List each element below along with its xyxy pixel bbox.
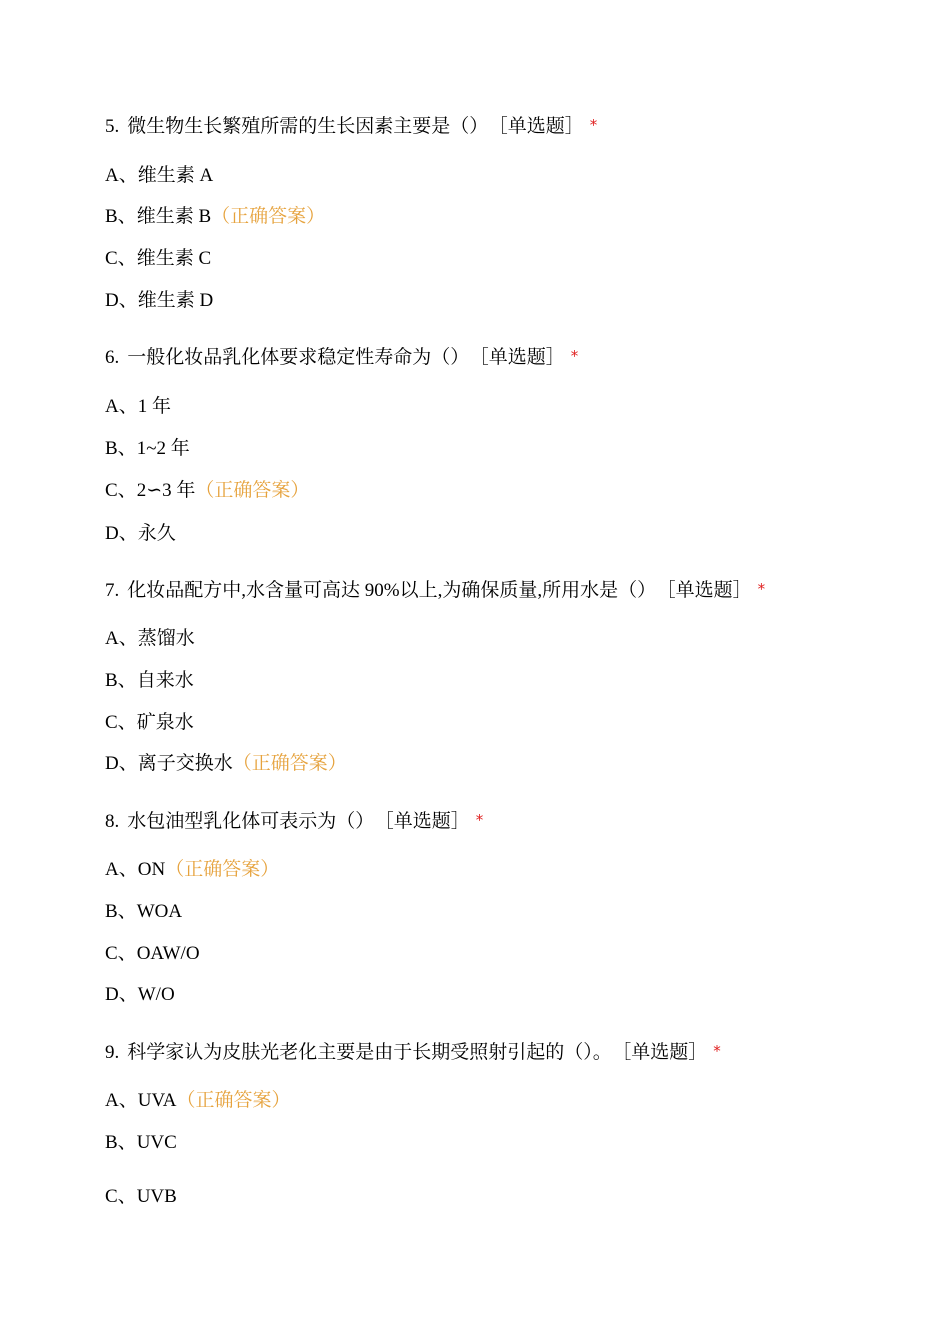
option-a[interactable] (105, 1089, 290, 1113)
correct-answer-mark: （正确答案） (195, 480, 310, 501)
option-b[interactable] (105, 1131, 177, 1155)
correct-answer-mark: （正确答案） (165, 859, 280, 880)
option-b[interactable] (105, 205, 325, 229)
option-text: WOA (136, 901, 183, 922)
option-text: 1 年 (137, 396, 171, 417)
option-text: 维生素 A (137, 165, 214, 186)
question-text: 微生物生长繁殖所需的生长因素主要是（） (127, 116, 489, 137)
option-prefix: B、 (105, 206, 137, 227)
option-prefix: B、 (105, 901, 137, 922)
option-prefix: C、 (105, 712, 137, 733)
option-c[interactable] (105, 479, 309, 503)
option-prefix: A、 (105, 859, 138, 880)
correct-answer-mark: （正确答案） (176, 1090, 291, 1111)
option-prefix: B、 (105, 1132, 137, 1153)
question-8-title (105, 810, 483, 834)
required-marker: * (757, 580, 766, 598)
option-prefix: C、 (105, 943, 137, 964)
option-d[interactable] (105, 522, 176, 546)
option-b[interactable] (105, 437, 190, 461)
option-c[interactable] (105, 1185, 177, 1209)
option-a[interactable] (105, 395, 171, 419)
question-number: 9. (105, 1042, 120, 1063)
question-5-title (105, 115, 597, 139)
question-number: 8. (105, 811, 120, 832)
question-number: 5. (105, 116, 120, 137)
option-text: 2∽3 年 (136, 480, 196, 501)
option-d[interactable] (105, 289, 213, 313)
option-prefix: A、 (105, 1090, 138, 1111)
question-type: ［单选题］ (479, 347, 565, 368)
option-prefix: A、 (105, 396, 138, 417)
option-prefix: A、 (105, 628, 138, 649)
question-text: 化妆品配方中,水含量可高达 90%以上,为确保质量,所用水是（） (127, 580, 657, 601)
option-prefix: C、 (105, 1186, 137, 1207)
option-text: 永久 (137, 523, 176, 544)
option-prefix: D、 (105, 290, 138, 311)
option-c[interactable] (105, 247, 211, 271)
question-9-title (105, 1041, 721, 1065)
option-d[interactable] (105, 983, 175, 1007)
option-prefix: A、 (105, 165, 138, 186)
required-marker: * (589, 116, 598, 134)
option-prefix: D、 (105, 523, 138, 544)
question-type: ［单选题］ (498, 116, 584, 137)
question-type: ［单选题］ (384, 811, 470, 832)
option-b[interactable] (105, 669, 194, 693)
option-prefix: D、 (105, 753, 138, 774)
option-c[interactable] (105, 942, 200, 966)
question-text: 一般化妆品乳化体要求稳定性寿命为（） (127, 347, 470, 368)
question-number: 7. (105, 580, 120, 601)
option-text: UVA (137, 1090, 177, 1111)
required-marker: * (475, 811, 484, 829)
question-number: 6. (105, 347, 120, 368)
correct-answer-mark: （正确答案） (232, 753, 347, 774)
option-prefix: C、 (105, 480, 137, 501)
question-7-title (105, 579, 765, 603)
option-prefix: B、 (105, 670, 137, 691)
question-text: 科学家认为皮肤光老化主要是由于长期受照射引起的（）。 (127, 1042, 612, 1063)
option-text: UVC (136, 1132, 177, 1153)
option-a[interactable] (105, 858, 279, 882)
option-text: W/O (137, 984, 175, 1005)
question-type: ［单选题］ (666, 580, 752, 601)
option-text: 维生素 D (137, 290, 214, 311)
option-a[interactable] (105, 164, 213, 188)
question-text: 水包油型乳化体可表示为（） (127, 811, 375, 832)
option-text: ON (137, 859, 166, 880)
option-b[interactable] (105, 900, 182, 924)
option-text: UVB (136, 1186, 177, 1207)
option-text: 蒸馏水 (137, 628, 195, 649)
required-marker: * (713, 1042, 721, 1060)
option-d[interactable] (105, 752, 347, 776)
correct-answer-mark: （正确答案） (211, 206, 326, 227)
option-text: 矿泉水 (136, 712, 194, 733)
option-text: 1~2 年 (136, 438, 190, 459)
option-c[interactable] (105, 711, 194, 735)
option-prefix: D、 (105, 984, 138, 1005)
option-text: 维生素 C (136, 248, 212, 269)
option-prefix: C、 (105, 248, 137, 269)
required-marker: * (570, 347, 579, 365)
question-type: ［单选题］ (621, 1042, 708, 1063)
option-a[interactable] (105, 627, 195, 651)
option-text: 离子交换水 (137, 753, 233, 774)
option-text: 自来水 (136, 670, 194, 691)
option-prefix: B、 (105, 438, 137, 459)
option-text: 维生素 B (136, 206, 212, 227)
question-6-title (105, 346, 578, 370)
option-text: OAW/O (136, 943, 200, 964)
